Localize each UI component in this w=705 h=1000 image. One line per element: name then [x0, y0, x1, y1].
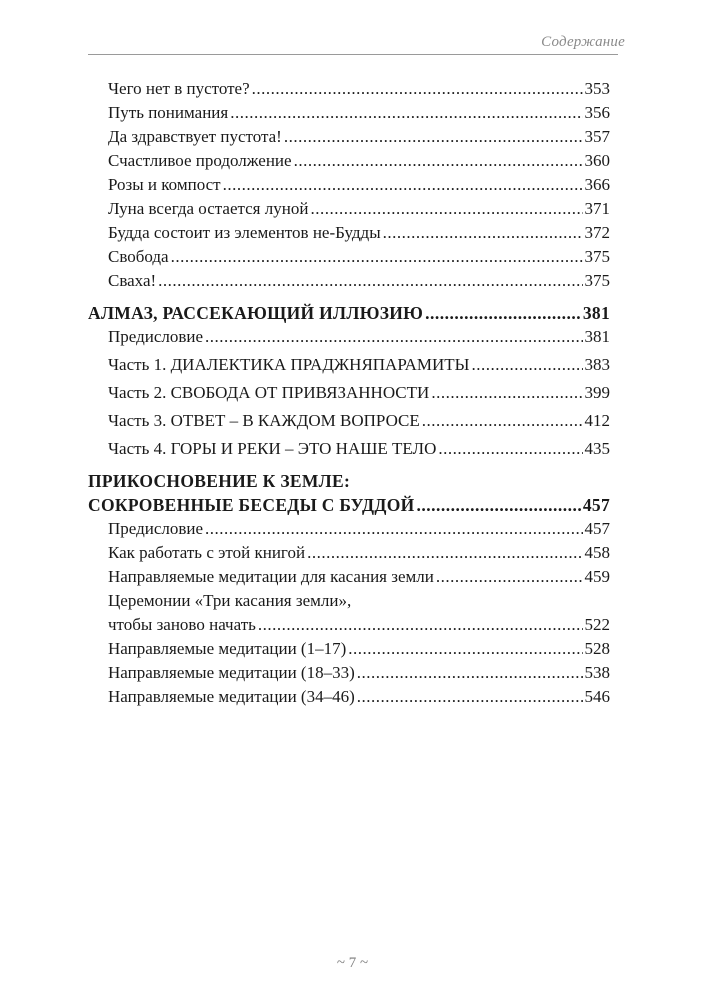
toc-section-page: 381	[582, 303, 610, 323]
toc-entry	[88, 269, 610, 293]
toc-entry-page: 375	[584, 271, 610, 290]
toc-entry-title: Предисловие	[108, 327, 204, 346]
dot-leader	[284, 125, 583, 149]
toc-entry	[88, 77, 610, 101]
toc-entry-title: Луна всегда остается луной	[108, 199, 309, 218]
dot-leader	[472, 353, 583, 377]
toc-entry	[88, 637, 610, 661]
toc-entry-title: Направляемые медитации (34–46)	[108, 687, 355, 706]
toc-entry	[88, 517, 610, 541]
toc-entry-title: Часть 3. ОТВЕТ – В КАЖДОМ ВОПРОСЕ	[108, 411, 420, 430]
header-rule	[88, 54, 618, 55]
toc-section-heading	[88, 301, 610, 325]
toc-entry-page: 356	[584, 103, 610, 122]
toc-entry-title: Часть 4. ГОРЫ И РЕКИ – ЭТО НАШЕ ТЕЛО	[108, 439, 437, 458]
toc-entry	[88, 381, 610, 405]
toc-entry	[88, 125, 610, 149]
toc-entry	[88, 661, 610, 685]
toc-entry	[88, 325, 610, 349]
toc-entry	[88, 541, 610, 565]
running-head: Содержание	[541, 34, 625, 50]
dot-leader	[223, 173, 583, 197]
toc-entry	[88, 221, 610, 245]
toc-entry-title: Часть 1. ДИАЛЕКТИКА ПРАДЖНЯПАРАМИТЫ	[108, 355, 470, 374]
toc-entry-page: 546	[584, 687, 610, 706]
toc-entry-page: 381	[584, 327, 610, 346]
toc-entry-title: Свобода	[108, 247, 169, 266]
toc-entry-title: чтобы заново начать	[108, 615, 256, 634]
toc-entry-title-line: Церемонии «Три касания земли»,	[108, 591, 352, 610]
toc-entry-title: Направляемые медитации для касания земли	[108, 567, 434, 586]
toc-entry-page: 399	[584, 383, 610, 402]
toc-entry-page: 357	[584, 127, 610, 146]
toc-entry-page: 383	[584, 355, 610, 374]
dot-leader	[158, 269, 582, 293]
dot-leader	[436, 565, 583, 589]
toc-section-heading	[88, 493, 610, 517]
toc-entry-title: Как работать с этой книгой	[108, 543, 306, 562]
toc-entry-title: Часть 2. СВОБОДА ОТ ПРИВЯЗАННОСТИ	[108, 383, 430, 402]
toc-entry	[88, 245, 610, 269]
toc-entry-title: Путь понимания	[108, 103, 229, 122]
toc-entry-page: 458	[584, 543, 610, 562]
toc-entry-page: 353	[584, 79, 610, 98]
toc-entry-page: 366	[584, 175, 610, 194]
toc-entry-page: 435	[584, 439, 610, 458]
toc-entry	[88, 173, 610, 197]
dot-leader	[258, 613, 583, 637]
toc-entry-page: 457	[584, 519, 610, 538]
toc-entry-page: 371	[584, 199, 610, 218]
toc-entry-page: 372	[584, 223, 610, 242]
toc-section-title: АЛМАЗ, РАССЕКАЮЩИЙ ИЛЛЮЗИЮ	[88, 303, 424, 323]
toc-entry-title: Предисловие	[108, 519, 204, 538]
dot-leader	[205, 325, 582, 349]
dot-leader	[310, 197, 582, 221]
dot-leader	[230, 101, 582, 125]
toc-entry	[88, 685, 610, 709]
toc-entry-title: Чего нет в пустоте?	[108, 79, 250, 98]
dot-leader	[252, 77, 583, 101]
table-of-contents	[88, 77, 610, 709]
toc-entry	[88, 101, 610, 125]
toc-entry-title: Да здравствует пустота!	[108, 127, 282, 146]
toc-entry-page: 459	[584, 567, 610, 586]
toc-entry-title: Розы и компост	[108, 175, 221, 194]
toc-entry-page: 360	[584, 151, 610, 170]
toc-entry-title: Счастливое продолжение	[108, 151, 292, 170]
dot-leader	[357, 685, 583, 709]
dot-leader	[348, 637, 582, 661]
toc-entry	[88, 149, 610, 173]
dot-leader	[294, 149, 583, 173]
toc-entry	[88, 409, 610, 433]
dot-leader	[171, 245, 583, 269]
toc-entry	[88, 197, 610, 221]
toc-section-title: СОКРОВЕННЫЕ БЕСЕДЫ С БУДДОЙ	[88, 495, 415, 515]
toc-entry-page: 538	[584, 663, 610, 682]
dot-leader	[438, 437, 582, 461]
toc-entry	[88, 353, 610, 377]
dot-leader	[417, 493, 581, 517]
toc-entry-page: 412	[584, 411, 610, 430]
toc-entry-page: 375	[584, 247, 610, 266]
toc-section-heading-line: ПРИКОСНОВЕНИЕ К ЗЕМЛЕ:	[88, 471, 351, 491]
dot-leader	[422, 409, 583, 433]
toc-entry-title: Направляемые медитации (18–33)	[108, 663, 355, 682]
toc-entry-title: Сваха!	[108, 271, 157, 290]
page-number: ~ 7 ~	[336, 955, 369, 971]
dot-leader	[307, 541, 582, 565]
dot-leader	[425, 301, 581, 325]
toc-entry	[88, 437, 610, 461]
dot-leader	[431, 381, 582, 405]
dot-leader	[205, 517, 582, 541]
toc-entry-page: 528	[584, 639, 610, 658]
toc-entry	[88, 565, 610, 589]
toc-entry-title: Будда состоит из элементов не-Будды	[108, 223, 381, 242]
toc-section-page: 457	[582, 495, 610, 515]
dot-leader	[383, 221, 583, 245]
toc-entry-title: Направляемые медитации (1–17)	[108, 639, 347, 658]
toc-entry-page: 522	[584, 615, 610, 634]
dot-leader	[357, 661, 583, 685]
toc-entry	[88, 613, 610, 637]
